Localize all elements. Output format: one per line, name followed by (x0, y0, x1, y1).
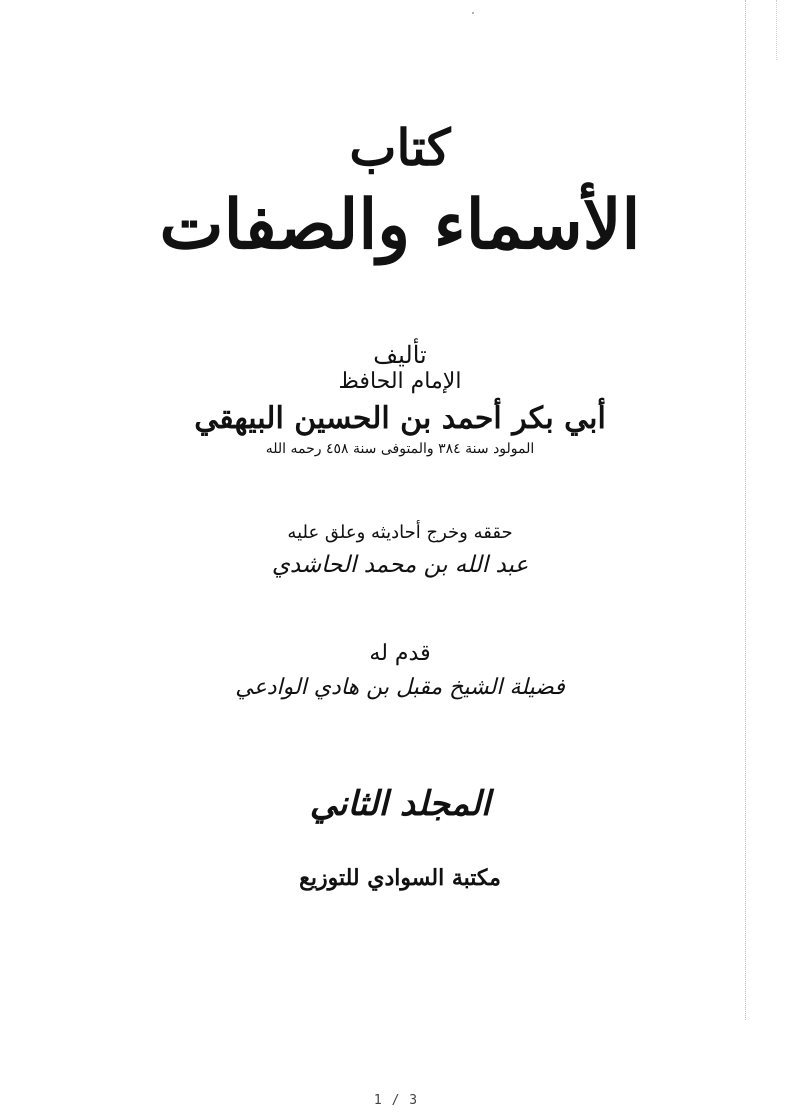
author-honorific: الإمام الحافظ (338, 369, 462, 394)
volume-label: المجلد الثاني (309, 784, 491, 824)
foreword-author: فضيلة الشيخ مقبل بن هادي الوادعي (235, 675, 565, 700)
scan-edge-line-secondary (776, 0, 777, 60)
page-indicator: 1 / 3 (373, 1093, 419, 1108)
editor-label: حققه وخرج أحاديثه وعلق عليه (287, 522, 513, 543)
foreword-label: قدم له (369, 641, 431, 666)
book-title: الأسماء والصفات (159, 185, 641, 265)
author-dates: المولود سنة ٣٨٤ والمتوفى سنة ٤٥٨ رحمه الله (265, 441, 535, 457)
publisher-name: مكتبة السوادي للتوزيع (299, 865, 501, 891)
editor-name: عبد الله بن محمد الحاشدي (271, 552, 529, 578)
author-name: أبي بكر أحمد بن الحسين البيهقي (194, 401, 606, 436)
scan-speck (472, 12, 474, 14)
authorship-label: تأليف (373, 341, 427, 369)
book-label: كتاب (349, 118, 451, 177)
scan-edge-line (745, 0, 746, 1020)
